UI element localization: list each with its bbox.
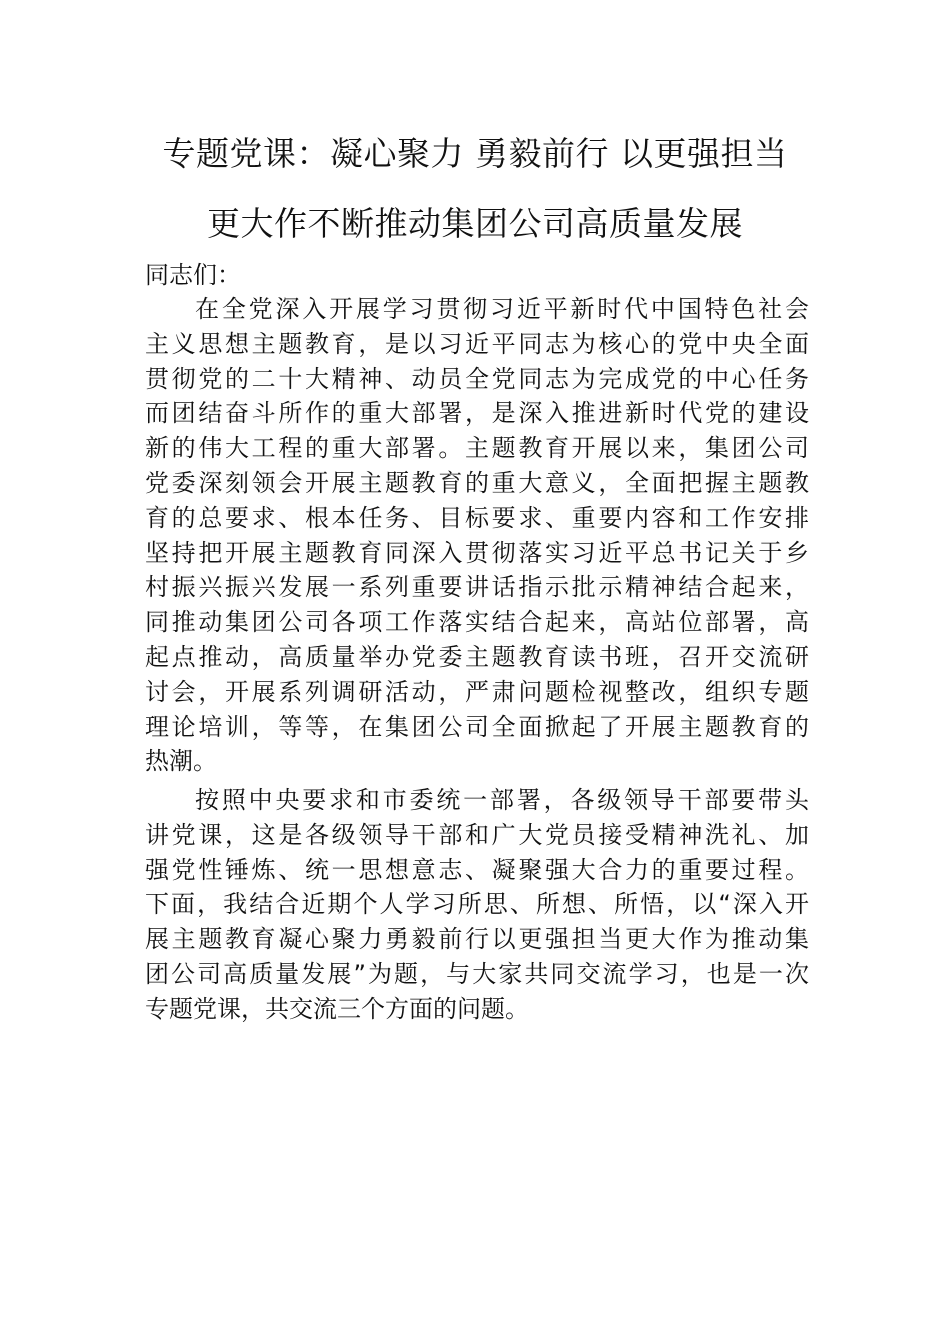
paragraph-2 <box>145 783 809 1027</box>
paragraph-line: 贯彻党的二十大精神、动员全党同志为完成党的中心任务 <box>145 364 809 393</box>
paragraph-line: 讲党课，这是各级领导干部和广大党员接受精神洗礼、加 <box>145 820 809 849</box>
paragraph-line: 起点推动，高质量举办党委主题教育读书班，召开交流研 <box>145 642 809 671</box>
paragraph-line: 下面，我结合近期个人学习所思、所想、所悟，以“深入开 <box>145 890 809 919</box>
paragraph-line: 理论培训，等等，在集团公司全面掀起了开展主题教育的 <box>145 712 809 741</box>
paragraph-line: 展主题教育凝心聚力勇毅前行以更强担当更大作为推动集 <box>145 925 809 954</box>
paragraph-line: 专题党课，共交流三个方面的问题。 <box>145 994 529 1023</box>
paragraph-line: 主义思想主题教育，是以习近平同志为核心的党中央全面 <box>145 329 809 358</box>
paragraph-1 <box>145 292 809 779</box>
paragraph-line: 坚持把开展主题教育同深入贯彻落实习近平总书记关于乡 <box>145 538 809 567</box>
paragraph-line: 村振兴振兴发展一系列重要讲话指示批示精神结合起来， <box>145 573 809 602</box>
paragraph-line: 热潮。 <box>145 747 217 776</box>
paragraph-line: 同推动集团公司各项工作落实结合起来，高站位部署，高 <box>145 608 809 637</box>
document-title-line-1: 专题党课：凝心聚力 勇毅前行 以更强担当 <box>162 134 788 173</box>
paragraph-line: 育的总要求、根本任务、目标要求、重要内容和工作安排 <box>145 503 809 532</box>
paragraph-line: 按照中央要求和市委统一部署，各级领导干部要带头 <box>195 786 809 814</box>
paragraph-line: 讨会，开展系列调研活动，严肃问题检视整改，组织专题 <box>145 677 809 706</box>
paragraph-line: 党委深刻领会开展主题教育的重大意义，全面把握主题教 <box>145 468 809 497</box>
document-title-line-2: 更大作不断推动集团公司高质量发展 <box>207 204 743 243</box>
paragraph-line: 新的伟大工程的重大部署。主题教育开展以来，集团公司 <box>145 434 809 463</box>
salutation: 同志们： <box>145 261 241 289</box>
paragraph-line: 而团结奋斗所作的重大部署，是深入推进新时代党的建设 <box>145 399 809 428</box>
paragraph-line: 团公司高质量发展”为题，与大家共同交流学习，也是一次 <box>145 959 809 988</box>
paragraph-line: 强党性锤炼、统一思想意志、凝聚强大合力的重要过程。 <box>145 855 809 884</box>
paragraph-line: 在全党深入开展学习贯彻习近平新时代中国特色社会 <box>195 295 809 323</box>
